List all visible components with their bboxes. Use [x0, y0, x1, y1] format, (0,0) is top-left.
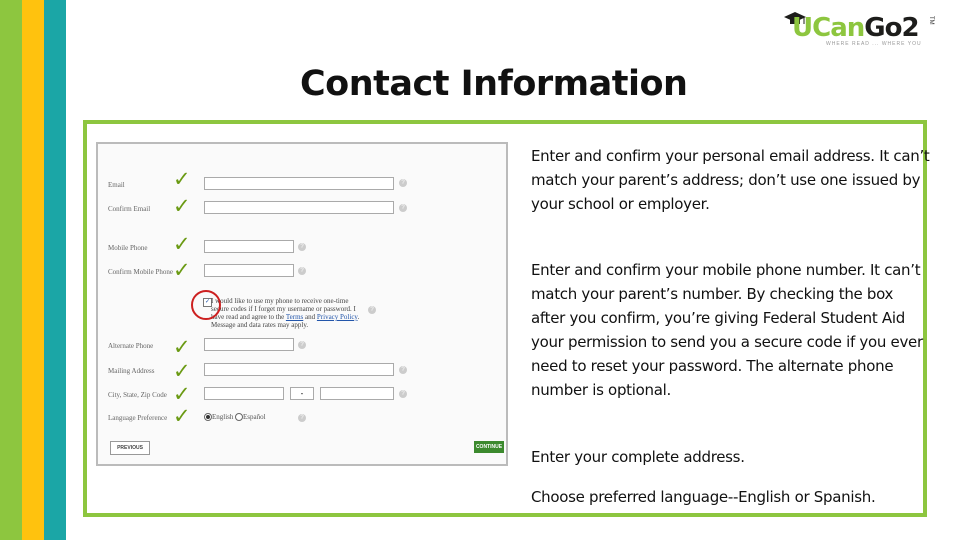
help-icon[interactable]: ? — [399, 390, 407, 398]
spanish-radio[interactable] — [235, 413, 243, 421]
decorative-stripe-teal — [44, 0, 66, 540]
sms-optin-checkbox[interactable]: ✓ — [204, 299, 211, 305]
page-title: Contact Information — [300, 64, 688, 104]
zip-field[interactable] — [320, 387, 394, 400]
confirm-email-label: Confirm Email — [108, 205, 151, 213]
english-radio-label: English — [212, 413, 234, 421]
state-select[interactable]: - — [290, 387, 314, 400]
privacy-policy-link[interactable]: Privacy Policy — [316, 313, 358, 321]
checkmark-icon: ✓ — [173, 232, 191, 256]
decorative-stripe-green — [0, 0, 22, 540]
confirm-mobile-label: Confirm Mobile Phone — [108, 268, 173, 276]
logo-tagline: WHERE READ ... WHERE YOU — [826, 41, 922, 47]
help-icon[interactable]: ? — [298, 267, 306, 275]
language-preference-label: Language Preference — [108, 414, 168, 422]
address-instructions: Enter your complete address. — [531, 448, 745, 466]
help-icon[interactable]: ? — [368, 306, 376, 314]
mobile-phone-field[interactable] — [204, 240, 294, 253]
email-field[interactable] — [204, 177, 394, 190]
sms-optin-text: I would like to use my phone to receive one-time secure codes if I forget my username or password. I have read and agree to the Terms and Privacy Policy. Message and data rates may apply. — [211, 297, 360, 329]
checkmark-icon: ✓ — [173, 194, 191, 218]
confirm-mobile-field[interactable] — [204, 264, 294, 277]
mailing-address-label: Mailing Address — [108, 367, 155, 375]
logo-trademark: TM — [928, 16, 934, 25]
confirm-email-field[interactable] — [204, 201, 394, 214]
help-icon[interactable]: ? — [298, 414, 306, 422]
alternate-phone-field[interactable] — [204, 338, 294, 351]
email-instructions: Enter and confirm your personal email address. It can’t match your parent’s address; don’t use one issued by your school or employer. — [531, 147, 930, 213]
language-instructions: Choose preferred language--English or Spanish. — [531, 488, 876, 506]
checkmark-icon: ✓ — [173, 335, 191, 359]
english-radio[interactable] — [204, 413, 212, 421]
city-field[interactable] — [204, 387, 284, 400]
mailing-address-field[interactable] — [204, 363, 394, 376]
help-icon[interactable]: ? — [298, 341, 306, 349]
decorative-stripe-yellow — [22, 0, 44, 540]
continue-button[interactable]: CONTINUE — [474, 441, 504, 453]
spanish-radio-label: Español — [243, 413, 266, 421]
help-icon[interactable]: ? — [399, 204, 407, 212]
help-icon[interactable]: ? — [298, 243, 306, 251]
checkmark-icon: ✓ — [173, 258, 191, 282]
checkmark-icon: ✓ — [173, 382, 191, 406]
previous-button[interactable]: PREVIOUS — [110, 441, 150, 455]
terms-link[interactable]: Terms — [285, 313, 304, 321]
alternate-phone-label: Alternate Phone — [108, 342, 154, 350]
ucango2-logo — [778, 10, 938, 50]
checkmark-icon: ✓ — [173, 167, 191, 191]
checkmark-icon: ✓ — [173, 359, 191, 383]
mobile-phone-label: Mobile Phone — [108, 244, 148, 252]
highlight-circle — [191, 290, 221, 320]
help-icon[interactable]: ? — [399, 366, 407, 374]
phone-instructions: Enter and confirm your mobile phone number. It can’t match your parent’s number. By checking the box after you confirm, you’re giving Federal Student Aid your permission to send you a secure code if you ever need to reset your password. The alternate phone number is optional. — [531, 261, 923, 399]
logo-text: UCanGo2 — [792, 13, 919, 43]
email-label: Email — [108, 181, 125, 189]
help-icon[interactable]: ? — [399, 179, 407, 187]
city-state-zip-label: City, State, Zip Code — [108, 391, 167, 399]
checkmark-icon: ✓ — [173, 404, 191, 428]
